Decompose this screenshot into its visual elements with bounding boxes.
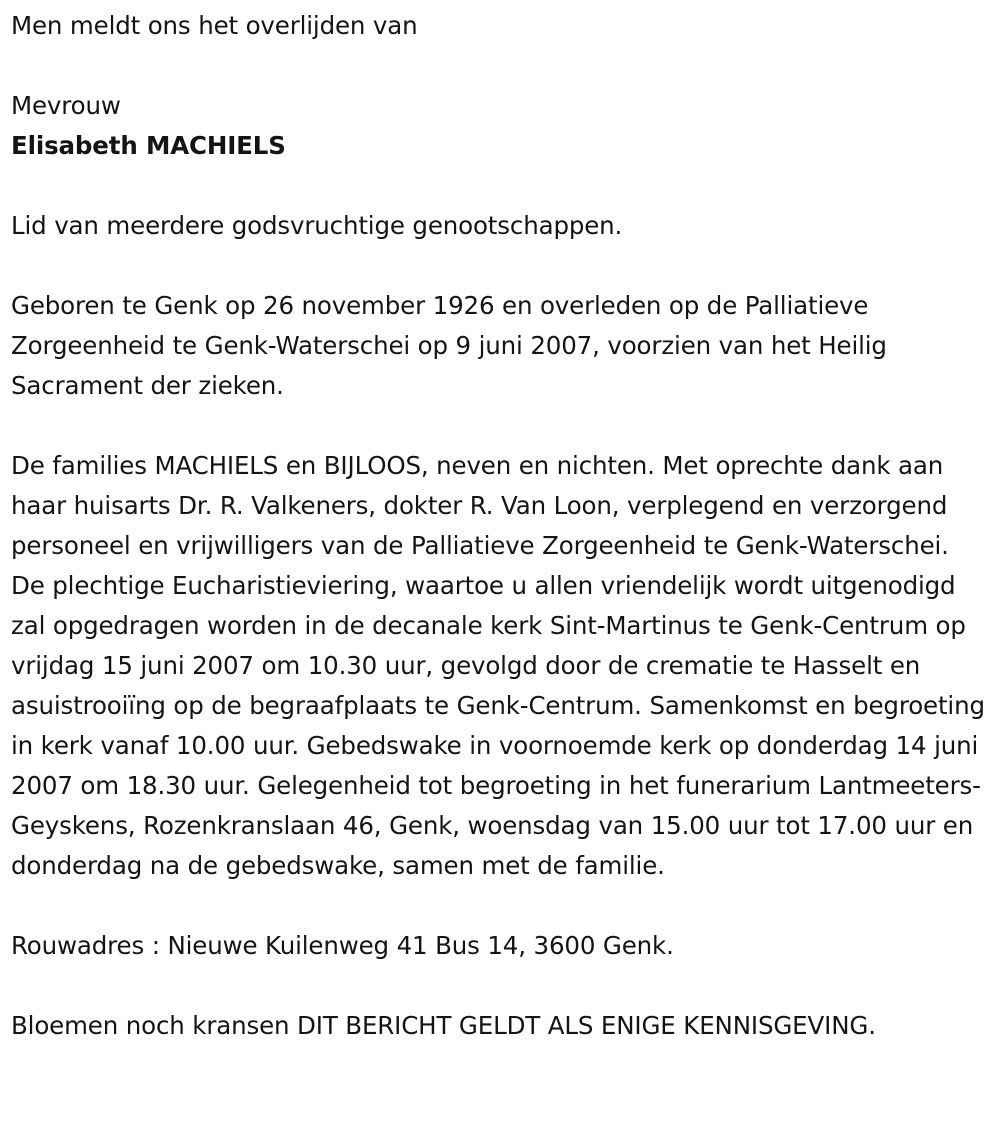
spacer	[11, 406, 986, 446]
intro-line: Men meldt ons het overlijden van	[11, 11, 418, 40]
families-funeral-paragraph: De families MACHIELS en BIJLOOS, neven en nichten. Met oprechte dank aan haar huisarts Dr. R. Valkeners, dokter R. Van Loon, verplegend en verzorgend personeel en vrijwilligers van de Palliatieve Zorgeenheid te Genk-Waterschei. De plechtige Eucharistieviering, waartoe u allen vriendelijk wordt uitgenodigd zal opgedragen worden in de decanale kerk Sint-Martinus te Genk-Centrum op vrijdag 15 juni 2007 om 10.30 uur, gevolgd door de crematie te Hasselt en asuistrooiïng op de begraafplaats te Genk-Centrum. Samenkomst en begroeting in kerk vanaf 10.00 uur. Gebedswake in voornoemde kerk op donderdag 14 juni 2007 om 18.30 uur. Gelegenheid tot begroeting in het funerarium Lantmeeters-Geyskens, Rozenkranslaan 46, Genk, woensdag van 15.00 uur tot 17.00 uur en donderdag na de gebedswake, samen met de familie.	[11, 451, 985, 880]
spacer	[11, 966, 986, 1006]
membership-paragraph: Lid van meerdere godsvruchtige genootschappen.	[11, 211, 623, 240]
closing-line: Bloemen noch kransen DIT BERICHT GELDT ALS ENIGE KENNISGEVING.	[11, 1011, 876, 1040]
deceased-name: Elisabeth MACHIELS	[11, 131, 286, 160]
obituary-notice	[11, 0, 986, 1046]
spacer	[11, 886, 986, 926]
spacer	[11, 166, 986, 206]
salutation: Mevrouw	[11, 91, 121, 120]
birth-death-paragraph: Geboren te Genk op 26 november 1926 en overleden op de Palliatieve Zorgeenheid te Genk-Waterschei op 9 juni 2007, voorzien van het Heilig Sacrament der zieken.	[11, 291, 887, 400]
spacer	[11, 246, 986, 286]
mourning-address: Rouwadres : Nieuwe Kuilenweg 41 Bus 14, 3600 Genk.	[11, 931, 674, 960]
spacer	[11, 46, 986, 86]
